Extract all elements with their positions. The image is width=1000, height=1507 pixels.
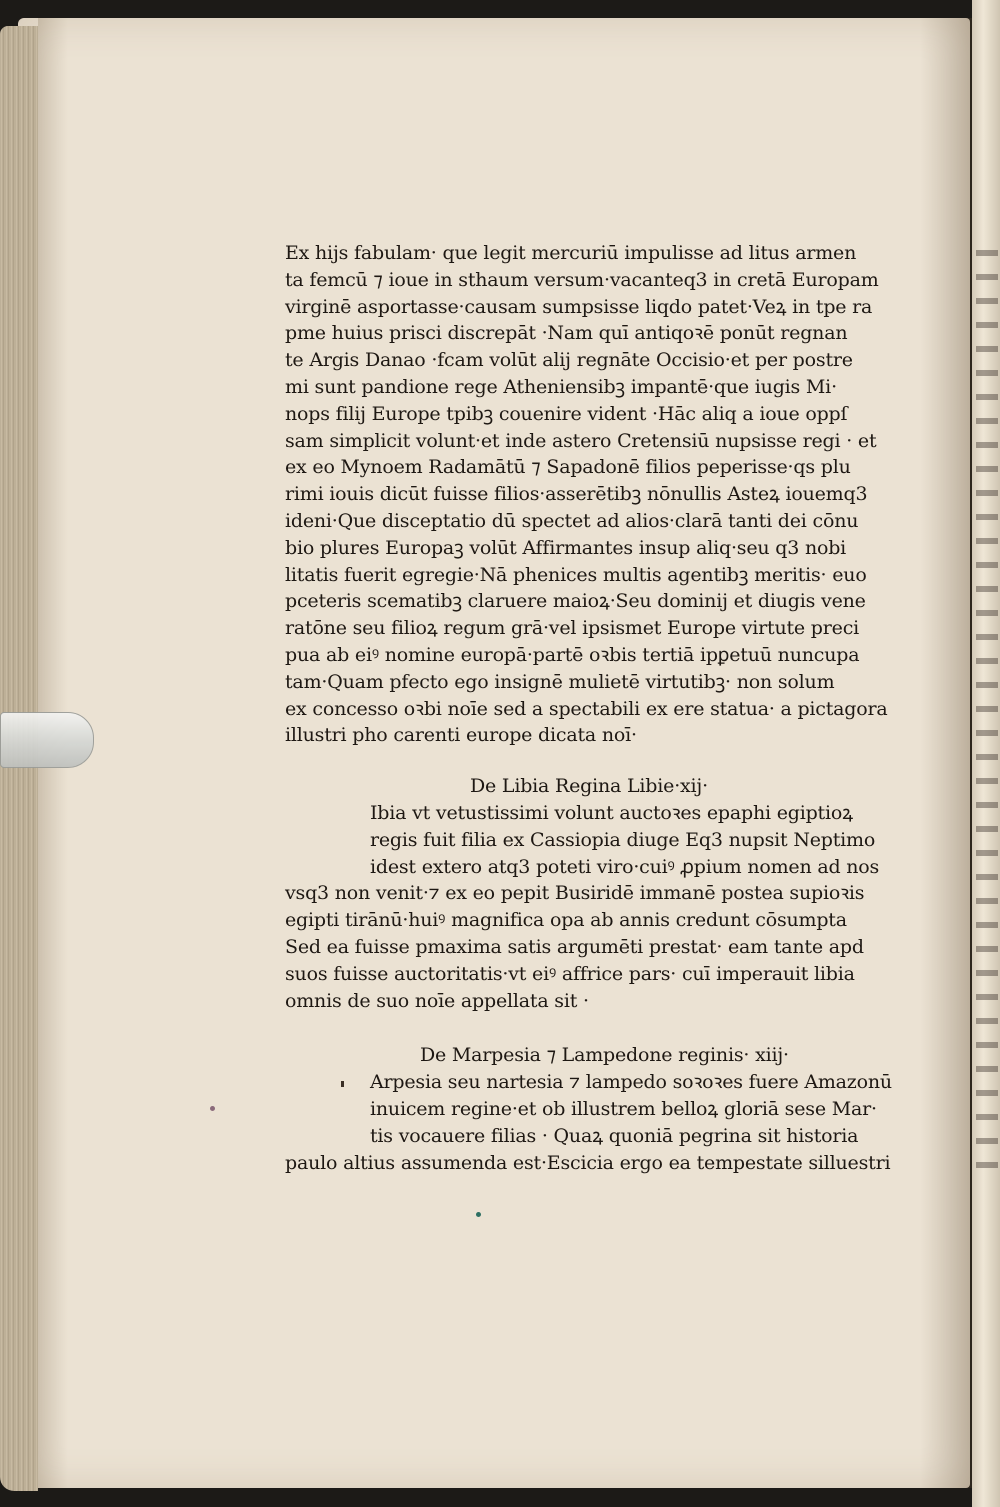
text-line: suos fuisse auctoritatis·vt eiꝰ affrice pars· cuī imperauit libia	[285, 962, 855, 985]
text-line: Sed ea fuisse pmaxima satis argumēti prestat· eam tante apd	[285, 935, 864, 958]
text-line: ta femcū ⁊ ioue in sthaum versum·vacanteq3 in cretā Europam	[285, 268, 879, 291]
text-line: ex concesso oꝛbi noīe sed a spectabili ex ere statua· a pictagora	[285, 697, 888, 720]
page-clip	[0, 712, 94, 768]
text-line: nops filij Europe tpibꝫ couenire vident ·Hāc aliq a ioue oppſ	[285, 402, 848, 425]
text-line: tam·Quam pfecto ego insignē mulietē virtutibꝫ· non solum	[285, 670, 835, 693]
ink-mark	[341, 1081, 344, 1087]
text-line: omnis de suo noīe appellata sit ·	[285, 989, 589, 1012]
text-line: inuicem regine·et ob illustrem belloꝝ gloriā sese Mar·	[370, 1097, 877, 1120]
text-line: illustri pho carenti europe dicata noī·	[285, 724, 637, 747]
facing-page-edge	[972, 0, 1000, 1507]
text-line: mi sunt pandione rege Atheniensibꝫ impantē·que iugis Mi·	[285, 375, 837, 398]
chapter-heading-libia: De Libia Regina Libie·xij·	[470, 775, 708, 798]
text-line: Arpesia seu nartesia ⁊ lampedo soꝛoꝛes fuere Amazonū	[370, 1071, 892, 1094]
text-line: Ibia vt vetustissimi volunt auctoꝛes epaphi egiptioꝝ	[370, 801, 853, 824]
ink-spot	[476, 1212, 481, 1217]
paragraph-libia	[285, 800, 905, 1014]
text-line: ratōne seu filioꝝ regum grā·vel ipsismet Europe virtute preci	[285, 617, 860, 640]
paragraph-marpesia	[285, 1069, 905, 1176]
text-line: litatis fuerit egregie·Nā phenices multis agentibꝫ meritis· euo	[285, 563, 867, 586]
text-line: Ex hijs fabulam· que legit mercuriū impulisse ad litus armen	[285, 242, 857, 264]
facing-page-text-strip	[976, 250, 998, 1170]
text-line: ex eo Mynoem Radamātū ⁊ Sapadonē filios peperisse·qs plu	[285, 456, 851, 479]
text-block	[285, 240, 905, 1176]
ink-spot	[210, 1106, 215, 1111]
text-line: pceteris scematibꝫ claruere maioꝝ·Seu dominij et diugis vene	[285, 590, 866, 613]
text-line: idest extero atq3 poteti viro·cuiꝰ ꝓpium nomen ad nos	[370, 855, 880, 878]
text-line: rimi iouis dicūt fuisse filios·asserētibꝫ nōnullis Asteꝝ iouemq3	[285, 483, 868, 506]
text-line: vsq3 non venit·⁊ ex eo pepit Busiridē immanē postea supioꝛis	[285, 882, 865, 905]
text-line: tis vocauere filias · Quaꝝ quoniā pegrina sit historia	[370, 1124, 859, 1147]
text-line: te Argis Danao ·fcam volūt alij regnāte Occisio·et per postre	[285, 349, 853, 372]
text-line: bio plures Europaꝫ volūt Affirmantes insup aliq·seu q3 nobi	[285, 536, 847, 559]
text-line: sam simplicit volunt·et inde astero Cretensiū nupsisse regi · et	[285, 429, 877, 452]
text-line: egipti tirānū·huiꝰ magnifica opa ab annis credunt cōsumpta	[285, 909, 847, 932]
text-line: regis fuit filia ex Cassiopia diuge Eq3 nupsit Neptimo	[370, 828, 876, 851]
gutter-shadow	[920, 18, 972, 1488]
text-line: ideni·Que disceptatio dū spectet ad alios·clarā tanti dei cōnu	[285, 509, 859, 532]
text-line: paulo altius assumenda est·Escicia ergo ea tempestate silluestri	[285, 1151, 891, 1174]
text-line: virginē asportasse·causam sumpsisse liqdo patet·Veꝝ in tpe ra	[285, 295, 873, 318]
paragraph-europa	[285, 240, 905, 749]
text-line: pua ab eiꝰ nomine europā·partē oꝛbis tertiā ipꝑetuū nuncupa	[285, 643, 860, 666]
text-line: pme huius prisci discrepāt ·Nam quī antiqoꝛē ponūt regnan	[285, 322, 848, 345]
chapter-heading-marpesia: De Marpesia ⁊ Lampedone reginis· xiij·	[420, 1044, 789, 1067]
